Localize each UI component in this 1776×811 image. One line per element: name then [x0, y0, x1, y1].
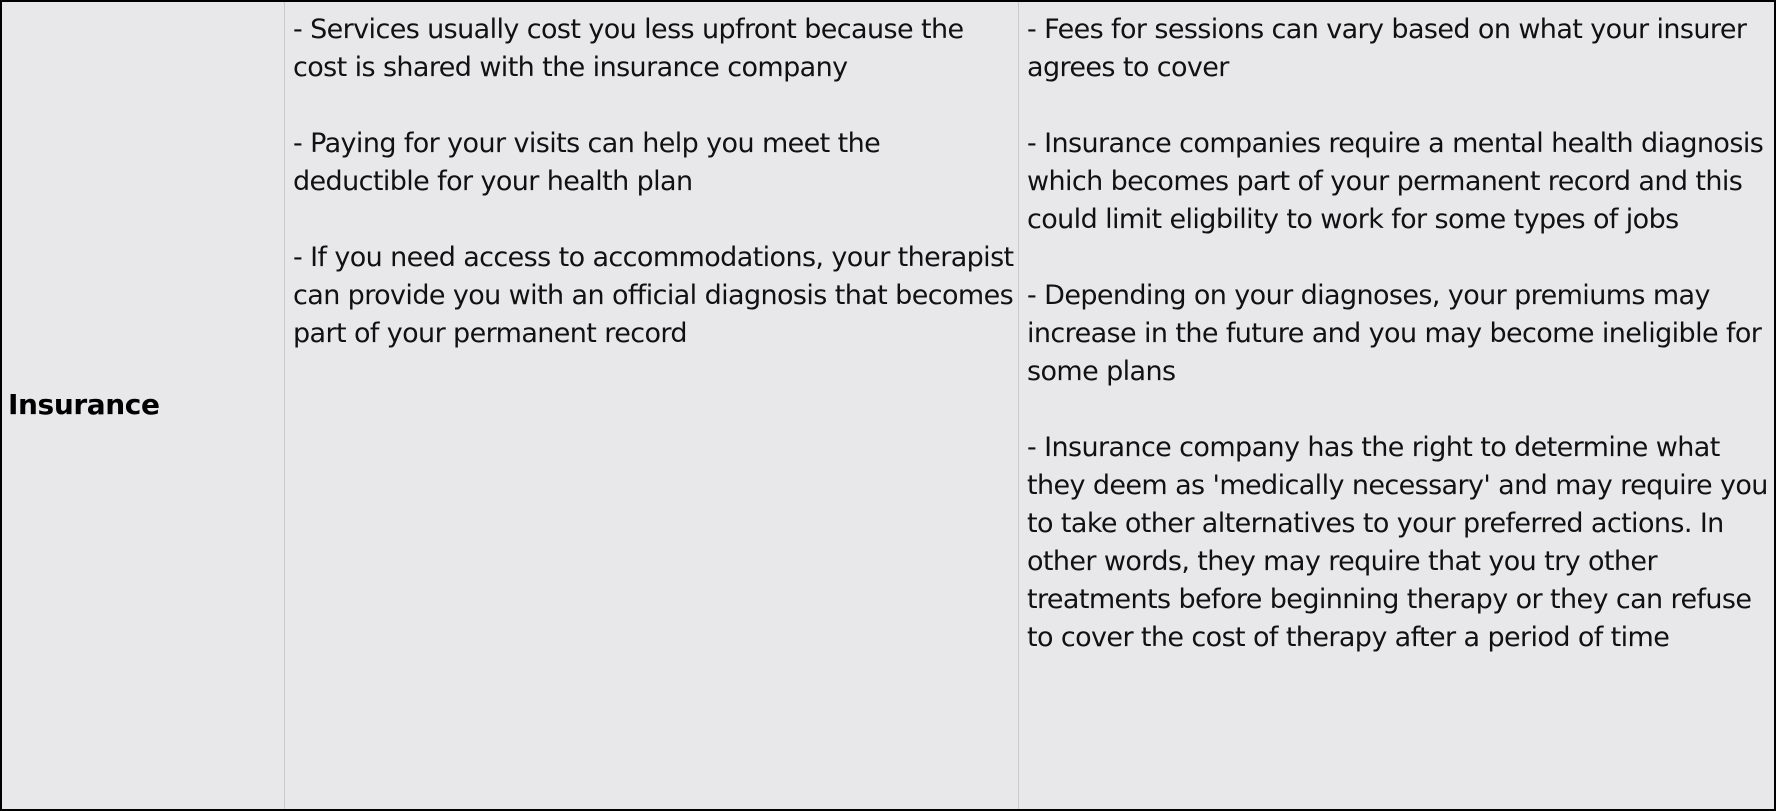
- cons-cell: [1019, 2, 1775, 809]
- comparison-table-row: [2, 2, 1774, 809]
- pros-item: - Paying for your visits can help you meet the deductible for your health plan: [293, 128, 881, 197]
- row-label-cell: [2, 2, 284, 809]
- cons-item: - Fees for sessions can vary based on what your insurer agrees to cover: [1027, 14, 1747, 83]
- pros-item: - If you need access to accommodations, your therapist can provide you with an official diagnosis that becomes part of your permanent record: [293, 242, 1014, 349]
- cons-item: - Insurance companies require a mental health diagnosis which becomes part of your permanent record and this could limit eligbility to work for some types of jobs: [1027, 128, 1764, 235]
- cons-item: - Depending on your diagnoses, your premiums may increase in the future and you may become ineligible for some plans: [1027, 280, 1762, 387]
- cons-item: - Insurance company has the right to determine what they deem as 'medically necessary' and may require you to take other alternatives to your preferred actions. In other words, they may require that you try other treatments before beginning therapy or they can refuse to cover the cost of therapy after a period of time: [1027, 432, 1768, 653]
- pros-cell: [285, 2, 1018, 809]
- row-label: Insurance: [8, 388, 160, 421]
- pros-item: - Services usually cost you less upfront because the cost is shared with the insurance company: [293, 14, 964, 83]
